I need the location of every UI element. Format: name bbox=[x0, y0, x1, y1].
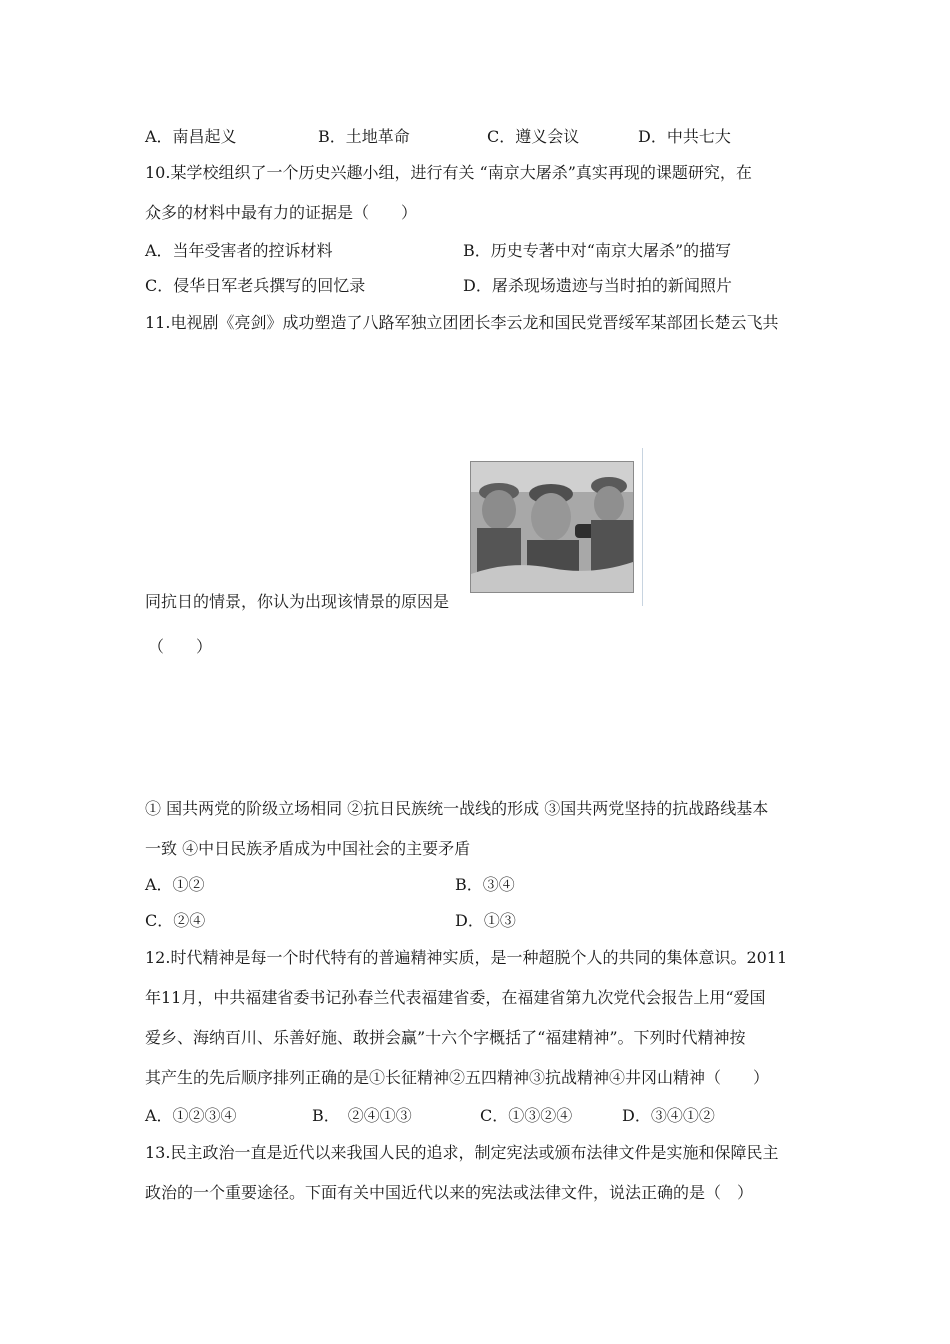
q11-option-d: D．①③ bbox=[455, 911, 516, 930]
q11-option-c: C．②④ bbox=[145, 911, 206, 930]
q9-option-d: D．中共七大 bbox=[638, 127, 731, 146]
q11-statement-line1: ① 国共两党的阶级立场相同 ②抗日民族统一战线的形成 ③国共两党坚持的抗战路线基本 bbox=[145, 799, 769, 818]
q10-stem-line1: 10.某学校组织了一个历史兴趣小组，进行有关 “南京大屠杀”真实再现的课题研究，在 bbox=[145, 163, 752, 182]
q10-option-b: B．历史专著中对“南京大屠杀”的描写 bbox=[463, 241, 732, 260]
q12-stem-line2: 年11月，中共福建省委书记孙春兰代表福建省委，在福建省第九次党代会报告上用“爱国 bbox=[145, 988, 766, 1007]
q12-option-c: C．①③②④ bbox=[480, 1106, 573, 1125]
q9-option-b: B．土地革命 bbox=[318, 127, 410, 146]
q11-option-a: A．①② bbox=[145, 875, 205, 894]
q11-stem-line1: 11.电视剧《亮剑》成功塑造了八路军独立团团长李云龙和国民党晋绥军某部团长楚云飞共 bbox=[145, 313, 779, 332]
q9-option-c: C．遵义会议 bbox=[487, 127, 580, 146]
soldiers-photo bbox=[470, 461, 634, 593]
q10-stem-line2: 众多的材料中最有力的证据是（ ） bbox=[145, 203, 418, 222]
image-border-line bbox=[642, 448, 643, 606]
q11-statement-line2: 一致 ④中日民族矛盾成为中国社会的主要矛盾 bbox=[145, 839, 471, 858]
q12-stem-line3: 爱乡、海纳百川、乐善好施、敢拼会赢”十六个字概括了“福建精神”。下列时代精神按 bbox=[145, 1028, 746, 1047]
q13-stem-line1: 13.民主政治一直是近代以来我国人民的追求，制定宪法或颁布法律文件是实施和保障民主 bbox=[145, 1143, 779, 1162]
q9-option-a: A．南昌起义 bbox=[145, 127, 237, 146]
q12-option-d: D．③④①② bbox=[622, 1106, 715, 1125]
q10-option-c: C．侵华日军老兵撰写的回忆录 bbox=[145, 276, 366, 295]
q11-answer-paren: （ ） bbox=[148, 637, 213, 656]
q11-stem-line2: 同抗日的情景，你认为出现该情景的原因是 bbox=[145, 592, 450, 611]
q12-stem-line1: 12.时代精神是每一个时代特有的普遍精神实质，是一种超脱个人的共同的集体意识。2011 bbox=[145, 948, 788, 967]
q11-option-b: B．③④ bbox=[455, 875, 515, 894]
q12-option-a: A．①②③④ bbox=[145, 1106, 237, 1125]
q12-option-b: B． ②④①③ bbox=[312, 1106, 412, 1125]
q13-stem-line2: 政治的一个重要途径。下面有关中国近代以来的宪法或法律文件，说法正确的是（ ） bbox=[145, 1183, 754, 1202]
soldiers-illustration bbox=[471, 462, 633, 592]
q10-option-d: D．屠杀现场遗迹与当时拍的新闻照片 bbox=[463, 276, 732, 295]
q12-stem-line4: 其产生的先后顺序排列正确的是①长征精神②五四精神③抗战精神④井冈山精神（ ） bbox=[145, 1068, 770, 1087]
q10-option-a: A．当年受害者的控诉材料 bbox=[145, 241, 333, 260]
